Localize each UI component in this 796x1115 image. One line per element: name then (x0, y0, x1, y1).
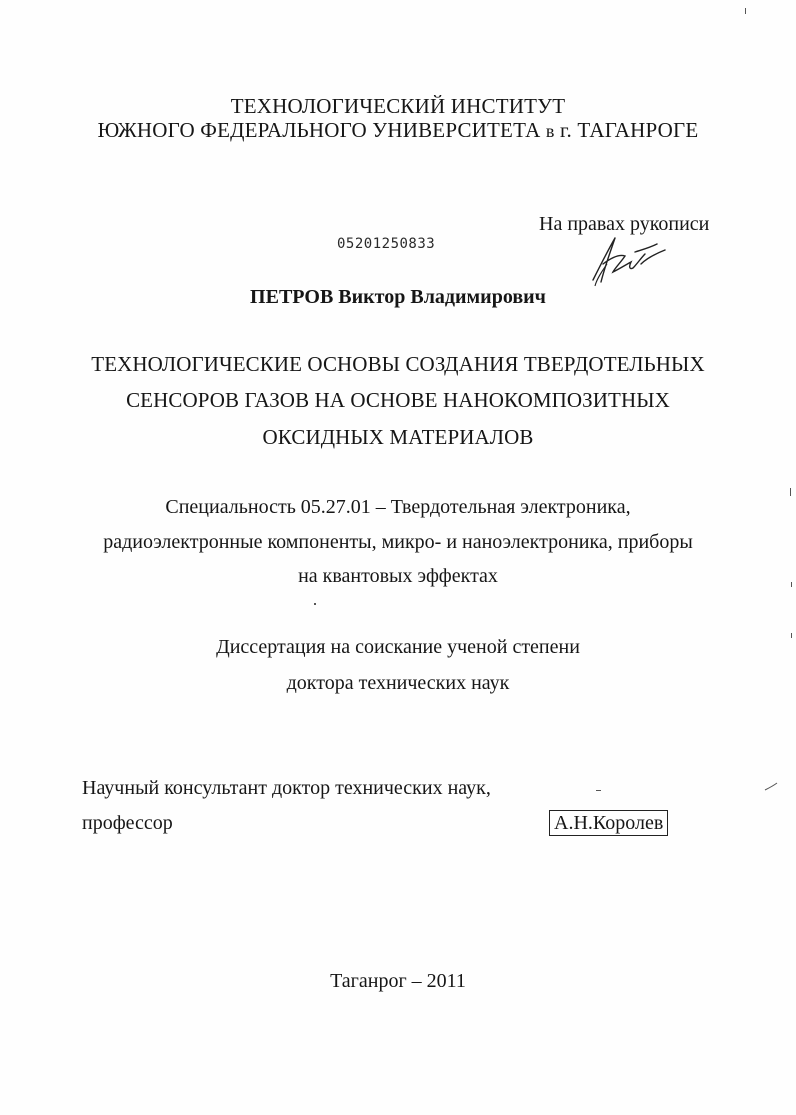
scan-mark (790, 488, 791, 496)
scan-mark (314, 603, 316, 605)
title-line-1: ТЕХНОЛОГИЧЕСКИЕ ОСНОВЫ СОЗДАНИЯ ТВЕРДОТЕЛЬНЫХ (91, 352, 705, 376)
footer-place-year: Таганрог – 2011 (330, 970, 466, 992)
specialty-line-1: Специальность 05.27.01 – Твердотельная электроника, (165, 496, 631, 518)
manuscript-rights: На правах рукописи (539, 213, 710, 235)
institution-university: ЮЖНОГО ФЕДЕРАЛЬНОГО УНИВЕРСИТЕТА (97, 118, 541, 142)
institution-name: ТЕХНОЛОГИЧЕСКИЙ ИНСТИТУТ (230, 94, 566, 118)
document-number: 05201250833 (337, 236, 436, 252)
advisor-title-line-2: профессор (82, 812, 173, 834)
scan-mark (745, 8, 746, 14)
title-line-2: СЕНСОРОВ ГАЗОВ НА ОСНОВЕ НАНОКОМПОЗИТНЫХ (126, 388, 670, 412)
institution-line-1 (0, 94, 796, 119)
institution-city: г. ТАГАНРОГЕ (560, 118, 699, 142)
scan-mark (791, 582, 792, 587)
scan-mark (596, 790, 601, 791)
advisor-name-box: А.Н.Королев (549, 810, 668, 836)
degree-line-1: Диссертация на соискание ученой степени (216, 636, 580, 658)
specialty-line-3: на квантовых эффектах (298, 565, 498, 587)
advisor-title-line-1: Научный консультант доктор технических наук, (82, 777, 491, 799)
scan-mark (791, 633, 792, 638)
scan-stroke-icon (764, 782, 778, 792)
author-name: ПЕТРОВ Виктор Владимирович (250, 286, 546, 308)
title-line-3: ОКСИДНЫХ МАТЕРИАЛОВ (262, 425, 534, 449)
institution-preposition: в (545, 121, 555, 141)
institution-line-2 (0, 118, 796, 143)
specialty-line-2: радиоэлектронные компоненты, микро- и наноэлектроника, приборы (103, 531, 693, 553)
degree-line-2: доктора технических наук (286, 672, 510, 694)
